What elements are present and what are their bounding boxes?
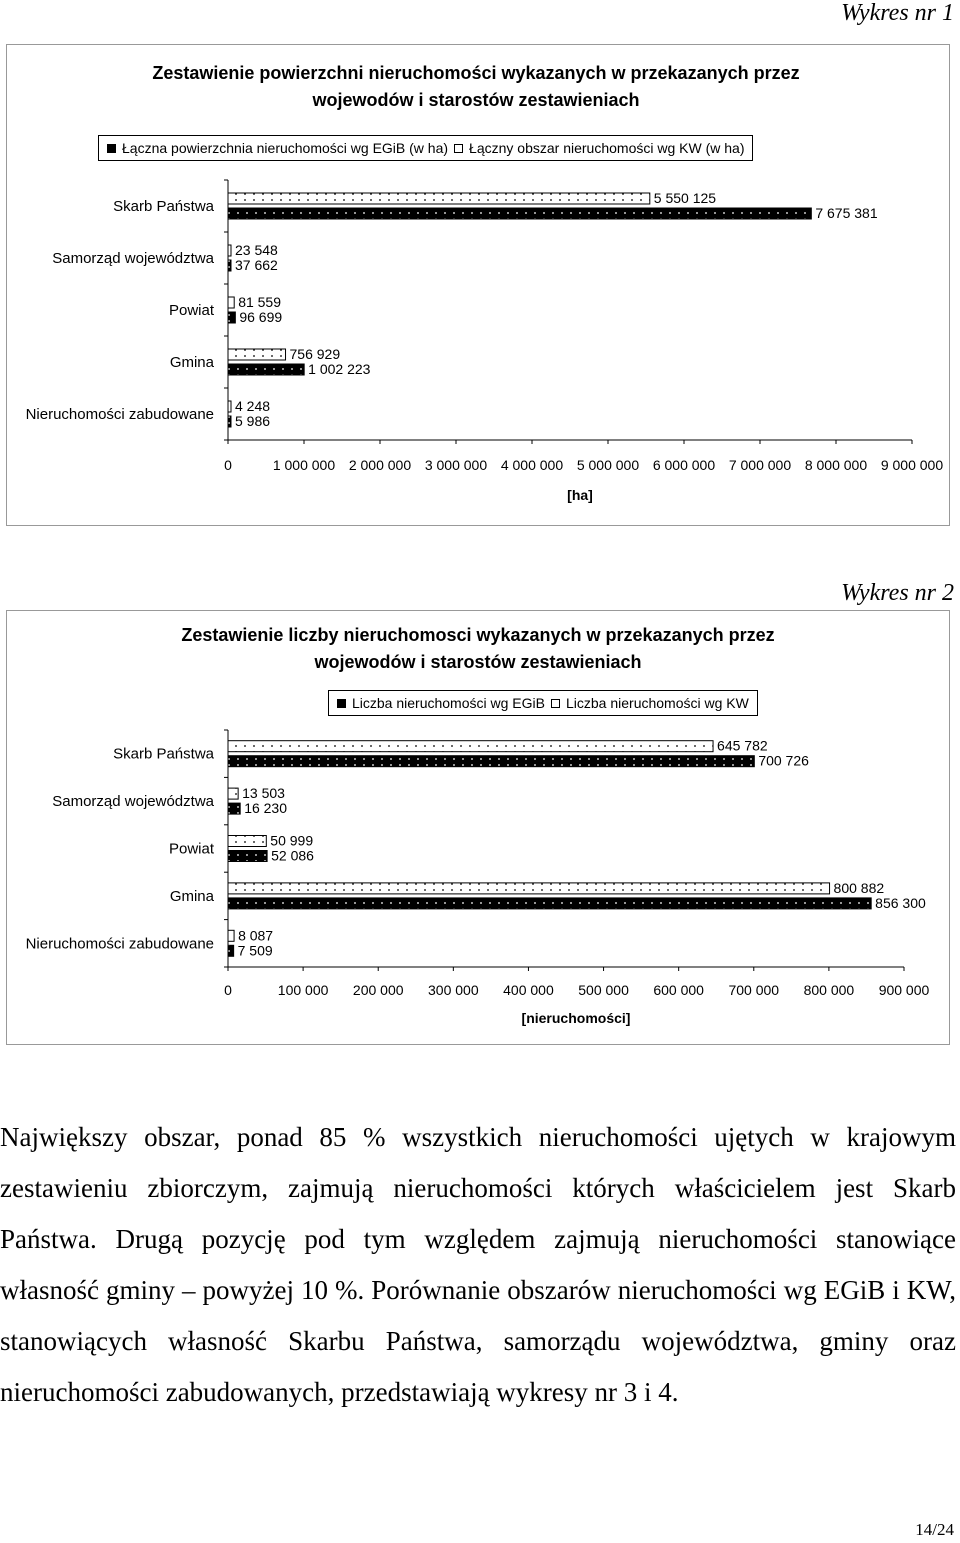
x-axis-label: [ha]	[567, 487, 593, 503]
x-tick-label: 500 000	[578, 982, 629, 998]
data-label-samorzad-wojewodztwa-egib: 37 662	[235, 257, 278, 273]
x-tick-label: 100 000	[277, 982, 329, 998]
chart1-title: Zestawienie powierzchni nieruchomości wykazanych w przekazanych przez wojewodów i starostów zestawieniach	[152, 63, 800, 110]
x-tick-label: 1 000 000	[272, 457, 336, 473]
category-label-samorzad-wojewodztwa: Samorząd województwa	[52, 793, 214, 811]
chart2-caption: Wykres nr 2	[841, 580, 954, 606]
x-tick-label: 0	[224, 982, 232, 998]
data-label-powiat-egib: 52 086	[271, 847, 314, 864]
chart1-caption: Wykres nr 1	[841, 0, 954, 26]
data-label-nieruchomosci-zabudowane-kw: 4 248	[235, 398, 271, 414]
category-label-nieruchomosci-zabudowane: Nieruchomości zabudowane	[25, 406, 214, 423]
x-tick-label: 8 000 000	[804, 457, 868, 473]
bar-powiat-egib	[228, 851, 267, 862]
category-label-powiat: Powiat	[168, 302, 214, 319]
x-tick-label: 4 000 000	[500, 457, 564, 473]
x-tick-label: 400 000	[503, 982, 554, 998]
bar-nieruchomosci-zabudowane-kw	[228, 930, 234, 941]
category-label-gmina: Gmina	[169, 354, 214, 371]
data-label-nieruchomosci-zabudowane-egib: 5 986	[235, 413, 271, 429]
category-label-powiat: Powiat	[168, 840, 214, 858]
data-label-skarb-panstwa-kw: 645 782	[717, 737, 768, 754]
category-label-skarb-panstwa: Skarb Państwa	[113, 198, 214, 215]
x-tick-label: 7 000 000	[728, 457, 792, 473]
data-label-skarb-panstwa-kw: 5 550 125	[653, 190, 717, 206]
x-tick-label: 600 000	[653, 982, 704, 998]
bar-powiat-kw	[228, 836, 266, 847]
data-label-skarb-panstwa-egib: 7 675 381	[815, 205, 878, 221]
data-label-nieruchomosci-zabudowane-egib: 7 509	[237, 942, 273, 959]
chart2-title: Zestawienie liczby nieruchomosci wykazanych w przekazanych przez wojewodów i starostów zestawieniach	[181, 625, 775, 672]
data-label-gmina-kw: 756 929	[289, 346, 341, 362]
bar-skarb-panstwa-kw	[228, 741, 713, 752]
legend-egib-label: Łączna powierzchnia nieruchomości wg EGiB (w ha)	[122, 140, 449, 156]
page-number: 14/24	[915, 1520, 954, 1539]
x-tick-label: 900 000	[878, 982, 930, 998]
x-tick-label: 300 000	[428, 982, 479, 998]
legend-egib-count-label: Liczba nieruchomości wg EGiB	[352, 695, 545, 711]
data-label-gmina-egib: 1 002 223	[308, 361, 371, 377]
data-label-gmina-kw: 800 882	[833, 879, 885, 896]
x-tick-label: 9 000 000	[880, 457, 944, 473]
category-label-skarb-panstwa: Skarb Państwa	[113, 745, 214, 763]
data-label-gmina-egib: 856 300	[875, 894, 926, 911]
bar-gmina-egib	[228, 898, 871, 909]
legend-kw-count-label: Liczba nieruchomości wg KW	[565, 695, 749, 711]
x-tick-label: 3 000 000	[424, 457, 488, 473]
body-paragraph: Największy obszar, ponad 85 % wszystkich nieruchomości ujętych w krajowym zestawieniu zbiorczym, zajmują nieruchomości których właścicielem jest Skarb Państwa. Drugą pozycję pod tym względem zajmują nieruchomości stanowiące własność gminy – powyżej 10 %. Porównanie obszarów nieruchomości wg EGiB i KW, stanowiących własność Skarbu Państwa, samorządu województwa, gminy oraz nieruchomości zabudowanych, przedstawiają wykresy nr 3 i 4.	[0, 1122, 956, 1407]
data-label-skarb-panstwa-egib: 700 726	[758, 752, 809, 769]
bar-gmina-kw	[228, 883, 830, 894]
x-tick-label: 5 000 000	[576, 457, 640, 473]
data-label-samorzad-wojewodztwa-kw: 23 548	[235, 242, 278, 258]
legend-kw-label: Łączny obszar nieruchomości wg KW (w ha)	[469, 140, 745, 156]
category-label-gmina: Gmina	[169, 887, 214, 905]
data-label-samorzad-wojewodztwa-kw: 13 503	[242, 785, 285, 802]
x-axis-label: [nieruchomości]	[521, 1010, 631, 1026]
bar-nieruchomosci-zabudowane-egib	[228, 945, 234, 956]
x-tick-label: 2 000 000	[348, 457, 412, 473]
data-label-nieruchomosci-zabudowane-kw: 8 087	[238, 927, 274, 944]
x-tick-label: 800 000	[803, 982, 855, 998]
category-label-nieruchomosci-zabudowane: Nieruchomości zabudowane	[25, 935, 214, 953]
data-label-powiat-kw: 50 999	[270, 832, 314, 849]
data-label-powiat-kw: 81 559	[238, 294, 282, 310]
bar-samorzad-wojewodztwa-egib	[228, 803, 240, 814]
x-tick-label: 0	[224, 457, 232, 473]
bar-skarb-panstwa-egib	[228, 756, 754, 767]
x-tick-label: 700 000	[728, 982, 780, 998]
data-label-powiat-egib: 96 699	[239, 309, 283, 325]
category-label-samorzad-wojewodztwa: Samorząd województwa	[52, 250, 214, 267]
bar-samorzad-wojewodztwa-kw	[228, 788, 238, 799]
x-tick-label: 6 000 000	[652, 457, 716, 473]
x-tick-label: 200 000	[352, 982, 404, 998]
data-label-samorzad-wojewodztwa-egib: 16 230	[244, 800, 288, 817]
